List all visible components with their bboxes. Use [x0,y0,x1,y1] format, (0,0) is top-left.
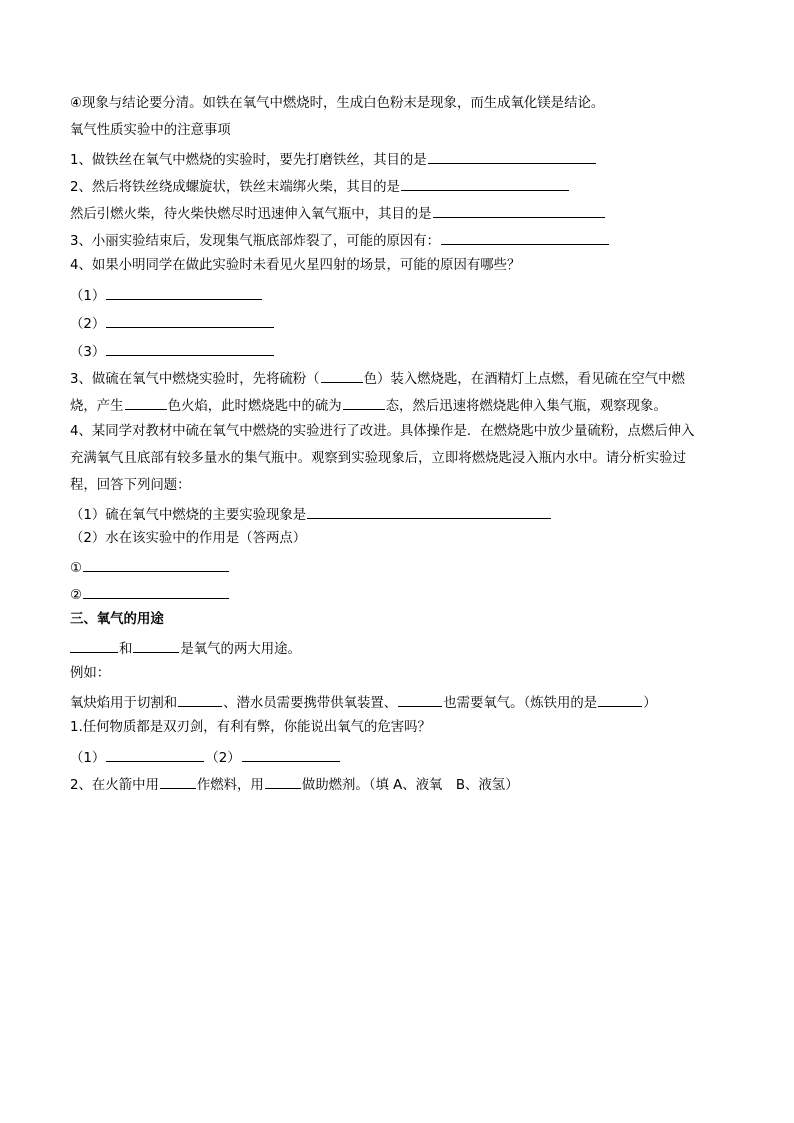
answer-line-1: （1） [70,286,263,305]
answer-blank[interactable] [106,286,262,300]
answer-blank[interactable] [83,558,229,572]
answer-blank[interactable] [106,314,274,328]
answer-blank[interactable] [433,204,605,218]
question-two-uses: 和 是氧气的两大用途。 [70,639,301,658]
answer-blank[interactable] [160,775,196,789]
section-heading-oxygen-uses: 三、氧气的用途 [70,612,164,627]
question-improved-experiment-cont: 充满氧气且底部有较多量水的集气瓶中。观察到实验现象后，立即将燃烧匙浸入瓶内水中。请分析实验过 [70,451,686,466]
question-improved-experiment: 4、某同学对教材中硫在氧气中燃烧的实验进行了改进。具体操作是．在燃烧匙中放少量硫粉，点燃后伸入 [70,424,695,439]
answer-circle-2: ② [70,585,230,604]
answer-blank[interactable] [441,231,609,245]
answer-blank[interactable] [321,369,363,383]
question-sulfur-powder: 3、做硫在氧气中燃烧实验时，先将硫粉（ 色）装入燃烧匙，在酒精灯上点燃，看见硫在空气中燃 [70,369,685,388]
answer-blank[interactable] [70,639,118,653]
answer-blank[interactable] [401,177,569,191]
question-oxygen-hazards: 1.任何物质都是双刃剑，有利有弊，你能说出氧气的危害吗？ [70,720,431,735]
answer-hazards: （1） （2） [70,748,341,767]
answer-blank[interactable] [83,585,229,599]
question-sulfur-phenomenon: （1）硫在氧气中燃烧的主要实验现象是 [70,505,552,524]
answer-blank[interactable] [598,693,642,707]
line-observation-note: ④现象与结论要分清。如铁在氧气中燃烧时，生成白色粉末是现象，而生成氧化镁是结论。 [70,96,605,111]
answer-blank[interactable] [343,396,385,410]
question-improved-experiment-end: 程，回答下列问题： [70,478,191,493]
answer-blank[interactable] [125,396,167,410]
examples-label: 例如： [70,666,111,681]
answer-blank[interactable] [265,775,301,789]
answer-blank[interactable] [398,693,442,707]
answer-line-2: （2） [70,314,275,333]
answer-blank[interactable] [428,150,596,164]
answer-blank[interactable] [133,639,179,653]
answer-blank[interactable] [106,342,274,356]
section-heading-precautions: 氧气性质实验中的注意事项 [70,123,231,138]
question-bottle-crack: 3、小丽实验结束后，发现集气瓶底部炸裂了，可能的原因有： [70,231,610,250]
answer-line-3: （3） [70,342,275,361]
question-iron-spiral: 2、然后将铁丝绕成螺旋状，铁丝末端绑火柴，其目的是 [70,177,570,196]
question-match-ignite: 然后引燃火柴，待火柴快燃尽时迅速伸入氧气瓶中，其目的是 [70,204,606,223]
answer-blank[interactable] [178,693,222,707]
answer-blank[interactable] [307,505,551,519]
question-no-sparks: 4、如果小明同学在做此实验时未看见火星四射的场景，可能的原因有哪些？ [70,258,521,273]
answer-circle-1: ① [70,558,230,577]
answer-blank[interactable] [242,748,340,762]
question-rocket-fuel: 2、在火箭中用 作燃料，用 做助燃剂。（填 A、液氧 B、液氢） [70,775,519,794]
question-iron-polish: 1、做铁丝在氧气中燃烧的实验时，要先打磨铁丝，其目的是 [70,150,597,169]
question-oxygen-examples: 氧炔焰用于切割和 、潜水员需要携带供氧装置、 也需要氧气。（炼铁用的是 ） [70,693,657,712]
question-sulfur-flame: 烧，产生 色火焰，此时燃烧匙中的硫为 态，然后迅速将燃烧匙伸入集气瓶，观察现象。 [70,396,667,415]
question-water-role: （2）水在该实验中的作用是（答两点） [70,531,307,546]
answer-blank[interactable] [106,748,204,762]
